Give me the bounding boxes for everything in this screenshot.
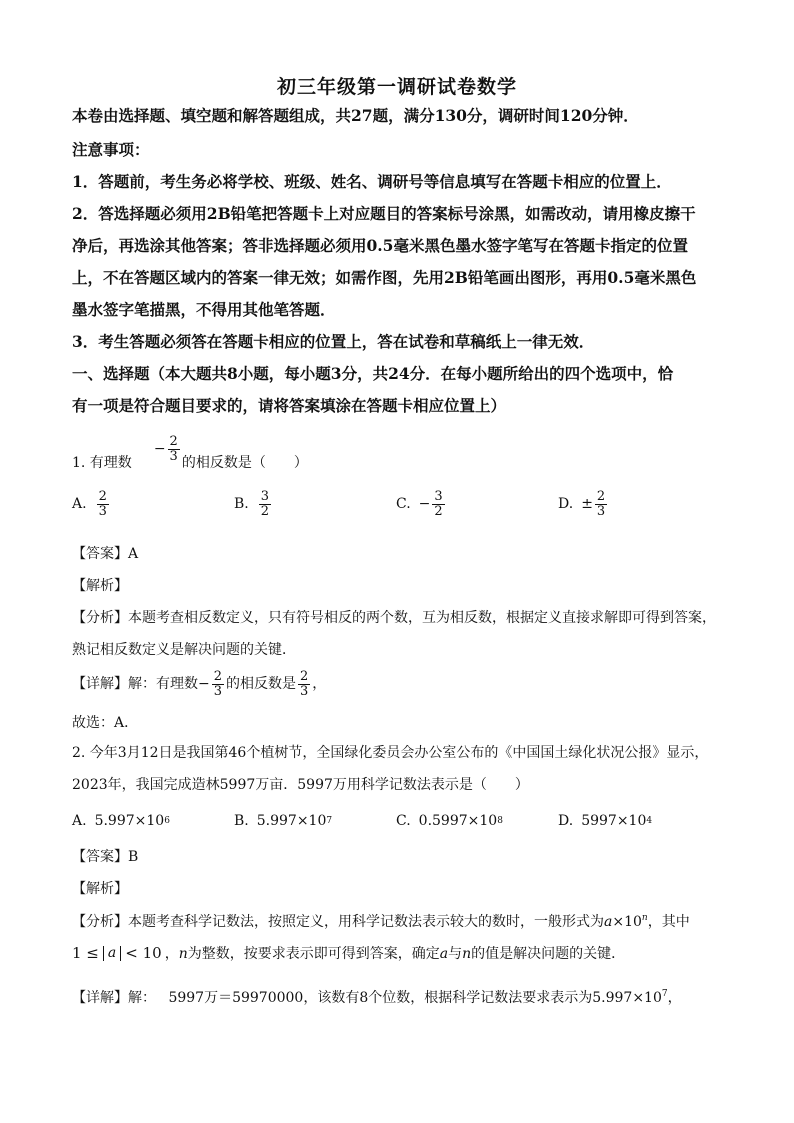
q1-detail-fraction-2 [298, 670, 310, 698]
q1-option-b [234, 490, 273, 518]
q1-option-d-den: 3 [596, 503, 606, 519]
note-line-2: 2．答选择题必须用2B铅笔把答题卡上对应题目的答案标号涂黑，如需改动，请用橡皮擦干 [72, 204, 696, 223]
q1-option-c-sign: − [418, 496, 431, 513]
q1-option-d-fraction [595, 490, 607, 518]
q1-answer: 【答案】A [72, 546, 139, 562]
q1-detail-den-1: 3 [213, 683, 223, 699]
q2-option-b-label: B. [234, 813, 249, 829]
note-line-6: 3．考生答题必须答在答题卡相应的位置上，答在试卷和草稿纸上一律无效． [72, 332, 595, 351]
q1-detail-num-1: 2 [213, 669, 223, 684]
section-heading-line-1: 一、选择题（本大题共8小题，每小题3分，共24分．在每小题所给出的四个选项中，恰 [72, 364, 674, 383]
q2-analysis-line-1 [72, 914, 690, 929]
page-title: 初三年级第一调研试卷数学 [276, 76, 517, 98]
q2-option-d-base: 5997×10 [581, 813, 647, 829]
q1-option-c-den: 2 [434, 503, 443, 519]
q2-detail [72, 990, 682, 1005]
q2-detail-exp: 7 [661, 989, 668, 999]
q1-analysis-line-2: 熟记相反数定义是解决问题的关键． [72, 642, 296, 658]
q1-option-c [396, 490, 447, 518]
q2-a-var: a [439, 945, 449, 962]
q2-n-var-2: n [462, 945, 472, 962]
q1-option-a-num: 2 [98, 489, 107, 504]
q2-analysis-1-prefix: 【分析】本题考查科学记数法，按照定义，用科学记数法表示较大的数时，一般形式为 [72, 914, 604, 930]
q1-option-c-label: C. [396, 496, 411, 513]
q1-frac-den: 3 [169, 448, 178, 464]
q1-detail-sign: − [198, 676, 210, 693]
q2-answer: 【答案】B [72, 849, 139, 865]
q1-option-a [72, 490, 111, 518]
q2-n-var: n [178, 945, 188, 962]
q1-option-d-label: D. [558, 496, 574, 513]
q2-analysis-1-suffix: ，其中 [647, 914, 690, 930]
q1-suffix: 的相反数是（ ） [181, 455, 308, 471]
q1-option-b-num: 3 [260, 489, 270, 504]
q1-option-a-fraction [97, 490, 109, 518]
q2-detail-end: ， [667, 990, 682, 1006]
q2-option-d [558, 813, 652, 829]
q2-formula-n: n [641, 913, 648, 923]
q1-option-d-num: 2 [596, 489, 606, 504]
q1-detail-prefix: 【详解】解：有理数 [72, 676, 198, 693]
q1-option-c-num: 3 [434, 489, 443, 504]
q1-option-d [558, 490, 609, 518]
notes-heading: 注意事项： [72, 140, 150, 159]
q2-option-c-label: C. [396, 813, 411, 829]
q2-ineq-left: 1 ≤ [72, 944, 99, 963]
q2-abs-a-var: a [107, 945, 117, 961]
q1-option-a-label: A. [72, 496, 87, 513]
q2-line-1: 2. 今年3月12日是我国第46个植树节，全国绿化委员会办公室公布的《中国国土绿化状况公报》显示， [72, 745, 709, 761]
q2-option-a-exp: 6 [164, 816, 170, 826]
q2-option-d-label: D. [558, 813, 574, 829]
note-line-4: 上，不在答题区域内的答案一律无效；如需作图，先用2B铅笔画出图形，再用0.5毫米黑色 [72, 268, 697, 287]
q1-option-a-den: 3 [98, 503, 107, 519]
q1-option-b-fraction [259, 490, 271, 518]
q2-analysis-2-text-1: 为整数，按要求表示即可得到答案，确定 [187, 945, 440, 962]
q2-option-a-label: A. [72, 813, 87, 829]
q2-detail-body: 5997万＝59970000，该数有8个位数，根据科学记数法要求表示为5.997×10 [168, 990, 662, 1006]
q2-option-a [72, 813, 170, 829]
q2-option-c-base: 0.5997×10 [418, 813, 498, 829]
q2-abs-a [103, 946, 121, 961]
q2-analysis-2-text-2: 的值是解决问题的关键． [471, 945, 626, 962]
q2-formula-times-ten: ×10 [612, 914, 642, 930]
q1-detail [72, 670, 326, 698]
q1-analysis-label: 【解析】 [72, 578, 128, 594]
q1-detail-den-2: 3 [300, 683, 309, 699]
q1-option-b-den: 2 [260, 503, 270, 519]
q2-analysis-line-2: 1 ≤ a < 10 ， n 为整数，按要求表示即可得到答案，确定 a 与 n 的值是解决问题的关键． [72, 944, 626, 963]
section-heading-line-2: 有一项是符合题目要求的，请将答案填涂在答题卡相应位置上） [72, 396, 507, 415]
q2-option-d-exp: 4 [646, 816, 653, 826]
q1-choice: 故选：A． [72, 715, 139, 731]
q1-option-d-sign: ± [581, 496, 593, 513]
q1-detail-mid: 的相反数是 [226, 676, 297, 693]
q1-detail-num-2: 2 [300, 669, 309, 684]
q2-and: 与 [448, 945, 463, 962]
q1-detail-fraction-1 [212, 670, 224, 698]
q2-option-c-exp: 8 [497, 816, 503, 826]
q1-fraction [168, 435, 180, 463]
q2-analysis-label: 【解析】 [72, 881, 128, 897]
note-line-3: 净后，再选涂其他答案；答非选择题必须用0.5毫米黑色墨水签字笔写在答题卡指定的位置 [72, 236, 688, 255]
note-line-1: 1．答题前，考生务必将学校、班级、姓名、调研号等信息填写在答题卡相应的位置上． [72, 172, 672, 191]
intro-text: 本卷由选择题、填空题和解答题组成，共27题，满分130分，调研时间120分钟． [72, 106, 639, 125]
q1-detail-end: ， [312, 676, 327, 693]
q1-analysis-line-1: 【分析】本题考查相反数定义，只有符号相反的两个数，互为相反数，根据定义直接求解即可得到答案， [72, 610, 716, 626]
q1-prefix: 1. 有理数 [72, 455, 132, 471]
q2-line-2: 2023年，我国完成造林5997万亩．5997万用科学记数法表示是（ ） [72, 777, 529, 793]
question-1 [72, 428, 308, 470]
note-line-5: 墨水签字笔描黑，不得用其他笔答题． [72, 300, 336, 319]
q2-option-b-exp: 7 [326, 816, 333, 826]
q2-option-b-base: 5.997×10 [256, 813, 327, 829]
q1-option-b-label: B. [234, 496, 249, 513]
q1-sign: − [153, 441, 166, 457]
q2-option-c [396, 813, 503, 829]
q1-frac-num: 2 [169, 433, 178, 449]
q2-option-b [234, 813, 332, 829]
q1-option-c-fraction [432, 490, 444, 518]
q2-formula-a: a [604, 914, 613, 930]
q2-ineq-right: < 10 [125, 944, 162, 963]
q2-detail-prefix: 【详解】解： [72, 990, 156, 1006]
q2-option-a-base: 5.997×10 [94, 813, 165, 829]
